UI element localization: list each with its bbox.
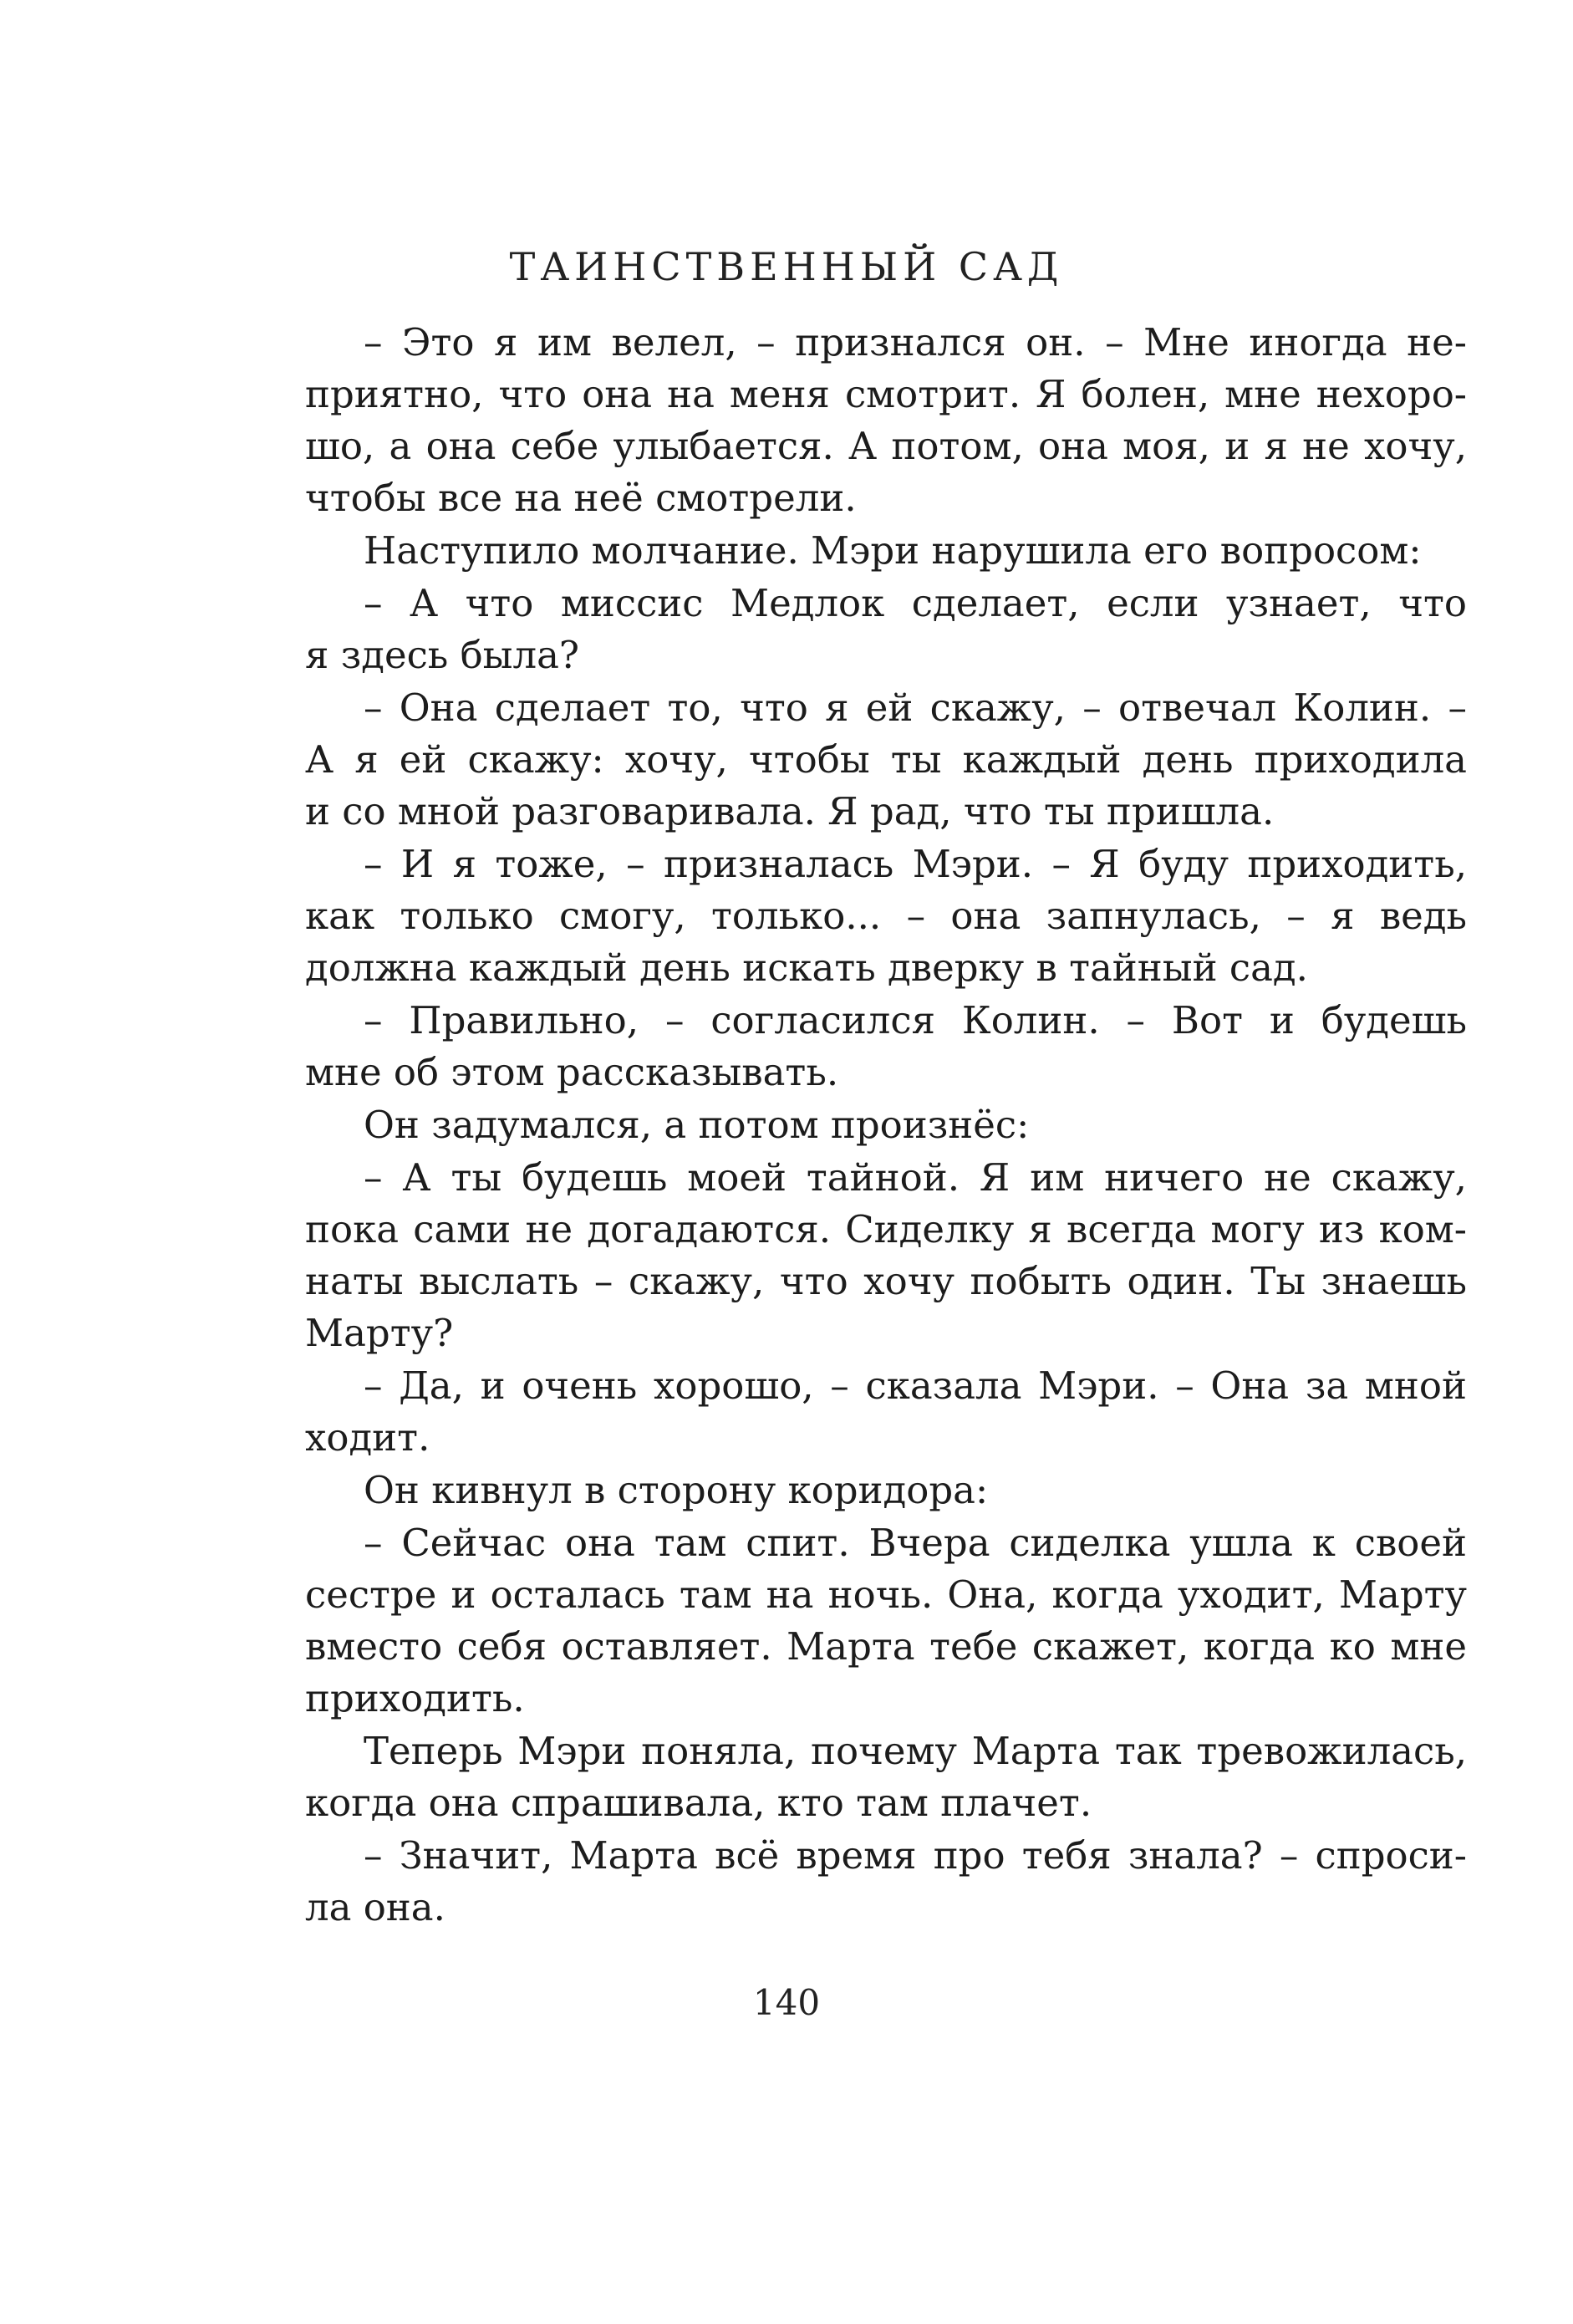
page-number: 140 [752,1982,821,2023]
text-line: Теперь Мэри поняла, почему Марта так тревожилась, [364,1729,1467,1773]
paragraph [305,317,1467,524]
text-line: сестре и осталась там на ночь. Она, когда уходит, Марту [305,1572,1467,1617]
paragraph [305,1725,1467,1829]
text-line: приятно, что она на меня смотрит. Я болен, мне нехоро- [305,372,1467,416]
paragraph [305,1830,1467,1934]
text-line: как только смогу, только... – она запнулась, – я ведь [305,894,1467,938]
text-line: шо, а она себе улыбается. А потом, она моя, и я не хочу, [305,424,1467,468]
paragraph [305,1152,1467,1359]
text-line: ла она. [305,1885,445,1929]
text-line: Он кивнул в сторону коридора: [364,1468,989,1512]
text-line: – Она сделает то, что я ей скажу, – отвечал Колин. – [364,685,1467,730]
text-line: я здесь была? [305,633,580,677]
text-line: Он задумался, а потом произнёс: [364,1103,1030,1147]
text-line: – Значит, Марта всё время про тебя знала? – спроси- [364,1833,1467,1878]
paragraph [305,682,1467,838]
text-line: наты выслать – скажу, что хочу побыть один. Ты знаешь [305,1259,1467,1303]
text-line: ходит. [305,1415,430,1460]
text-line: вместо себя оставляет. Марта тебе скажет, когда ко мне [305,1624,1467,1669]
text-line: – Правильно, – согласился Колин. – Вот и будешь [364,998,1467,1042]
text-line: мне об этом рассказывать. [305,1050,839,1094]
paragraph [305,525,1467,577]
text-line: и со мной разговаривала. Я рад, что ты пришла. [305,789,1275,833]
text-line: Наступило молчание. Мэри нарушила его вопросом: [364,528,1422,573]
running-head: ТАИНСТВЕННЫЙ САД [509,244,1064,289]
paragraph [305,838,1467,994]
paragraph [305,1099,1467,1151]
paragraph [305,1360,1467,1464]
text-line: – Сейчас она там спит. Вчера сиделка ушла к своей [364,1521,1467,1565]
paragraph [305,1517,1467,1725]
text-line: Марту? [305,1311,454,1355]
paragraph [305,578,1467,681]
text-line: приходить. [305,1676,525,1720]
text-line: пока сами не догадаются. Сиделку я всегда могу из ком- [305,1207,1467,1251]
text-line: – А что миссис Медлок сделает, если узнает, что [364,581,1467,625]
text-line: чтобы все на неё смотрели. [305,476,857,520]
text-line: – А ты будешь моей тайной. Я им ничего не скажу, [364,1155,1467,1200]
text-line: – И я тоже, – призналась Мэри. – Я буду приходить, [364,842,1467,886]
body-text [305,317,1467,1934]
text-line: – Это я им велел, – признался он. – Мне иногда не- [364,320,1467,364]
text-line: должна каждый день искать дверку в тайный сад. [305,945,1308,990]
paragraph [305,995,1467,1098]
text-line: когда она спрашивала, кто там плачет. [305,1781,1092,1825]
text-line: – Да, и очень хорошо, – сказала Мэри. – Она за мной [364,1363,1467,1408]
paragraph [305,1465,1467,1516]
text-line: А я ей скажу: хочу, чтобы ты каждый день приходила [305,737,1467,782]
